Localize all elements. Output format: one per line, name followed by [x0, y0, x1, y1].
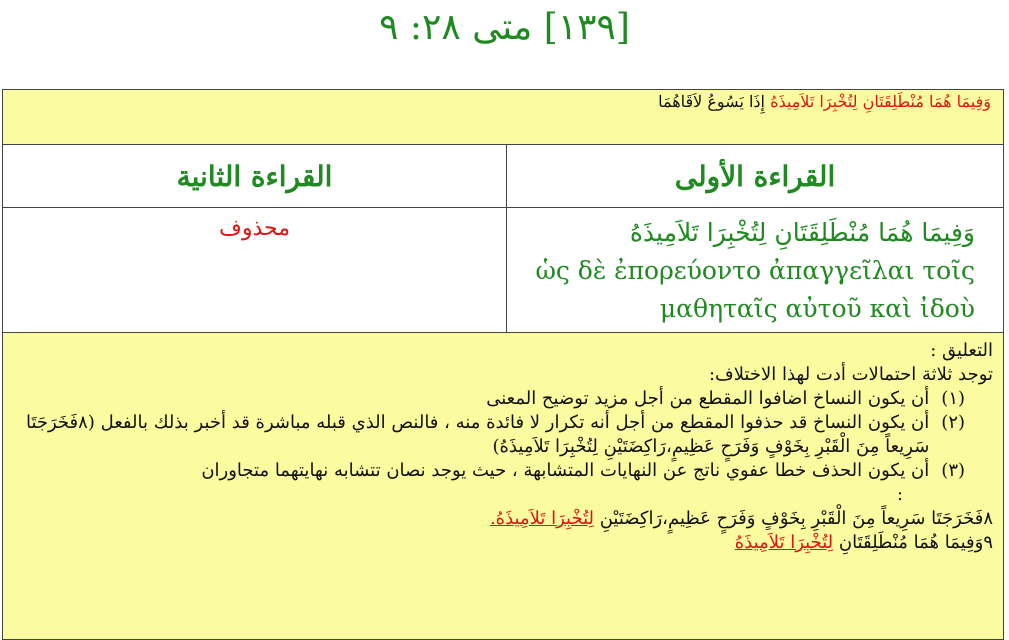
- verse-8-text: ٨فَخَرَجَتَا سَرِيعاً مِنَ الْقَبْرِ بِخَوْفٍ وَفَرَحٍ عَظِيمٍ،رَاكِضَتَيْنِ: [599, 508, 994, 529]
- second-reading-text: محذوف: [219, 216, 290, 241]
- item-number: (٣): [941, 460, 966, 481]
- item-text: أن يكون النساخ اضافوا المقطع من أجل مزيد توضيح المعنى: [486, 388, 930, 409]
- commentary-heading: التعليق :: [930, 340, 994, 361]
- readings-row: [3, 208, 1004, 333]
- commentary-item-1: [13, 387, 993, 411]
- first-reading-arabic: وَفِيمَا هُمَا مُنْطَلِقَتَانِ لِتُخْبِرَا تَلاَمِيذَهُ: [629, 218, 976, 247]
- item-number: (٢): [941, 412, 966, 433]
- verse-black-text: إِذَا يَسُوعُ لاَقَاهُمَا: [658, 92, 765, 111]
- item-number: (١): [941, 388, 966, 409]
- first-reading-greek-line2: μαθηταῖς αὐτοῦ καὶ ἰδοὺ: [659, 294, 976, 323]
- second-reading-header: القراءة الثانية: [3, 145, 507, 208]
- commentary-cell: [3, 333, 1004, 640]
- page-title: [١٣٩] متى ٢٨: ٩: [379, 7, 630, 48]
- verse-cell: [3, 90, 1004, 145]
- comparison-table: [2, 89, 1004, 640]
- commentary-intro: توجد ثلاثة احتمالات أدت لهذا الاختلاف:: [708, 364, 994, 385]
- commentary-item-3: [13, 459, 993, 483]
- header-row: [3, 145, 1004, 208]
- first-reading-greek-line1: ὡς δὲ ἐπορεύοντο ἀπαγγεῖλαι τοῖς: [535, 256, 976, 285]
- commentary-row: [3, 333, 1004, 640]
- first-reading-header: القراءة الأولى: [507, 145, 1004, 208]
- item-text: أن يكون النساخ قد حذفوا المقطع من أجل أنه تكرار لا فائدة منه ، فالنص الذي قبله مباشرة قد أخبر بذلك بالفعل (٨فَخَرَجَتَا سَرِيعاً مِنَ الْقَبْرِ بِخَوْفٍ وَفَرَحٍ عَظِيمٍ،رَاكِضَتَيْنِ لِتُخْبِرَا تَلاَمِيذَهُ): [25, 412, 930, 457]
- commentary-item-2: [13, 411, 993, 459]
- verse-9-text: ٩وَفِيمَا هُمَا مُنْطَلِقَتَانِ: [838, 532, 994, 553]
- second-reading-cell: [3, 208, 507, 333]
- item-text: أن يكون الحذف خطا عفوي ناتج عن النهايات المتشابهة ، حيث يوجد نصان تتشابه نهايتهما متجاوران: [201, 460, 930, 481]
- first-reading-cell: [507, 208, 1004, 333]
- verse-row: [3, 90, 1004, 145]
- verse-red-text: وَفِيمَا هُمَا مُنْطَلِقَتَانِ لِتُخْبِرَا تَلاَمِيذَهُ: [770, 92, 992, 111]
- commentary-verse-9: [13, 531, 993, 555]
- commentary-colon: :: [896, 484, 904, 505]
- verse-8-underlined: لِتُخْبِرَا تَلاَمِيذَهُ.: [489, 508, 594, 529]
- verse-9-underlined: لِتُخْبِرَا تَلاَمِيذَهُ: [734, 532, 834, 553]
- commentary-verse-8: [13, 507, 993, 531]
